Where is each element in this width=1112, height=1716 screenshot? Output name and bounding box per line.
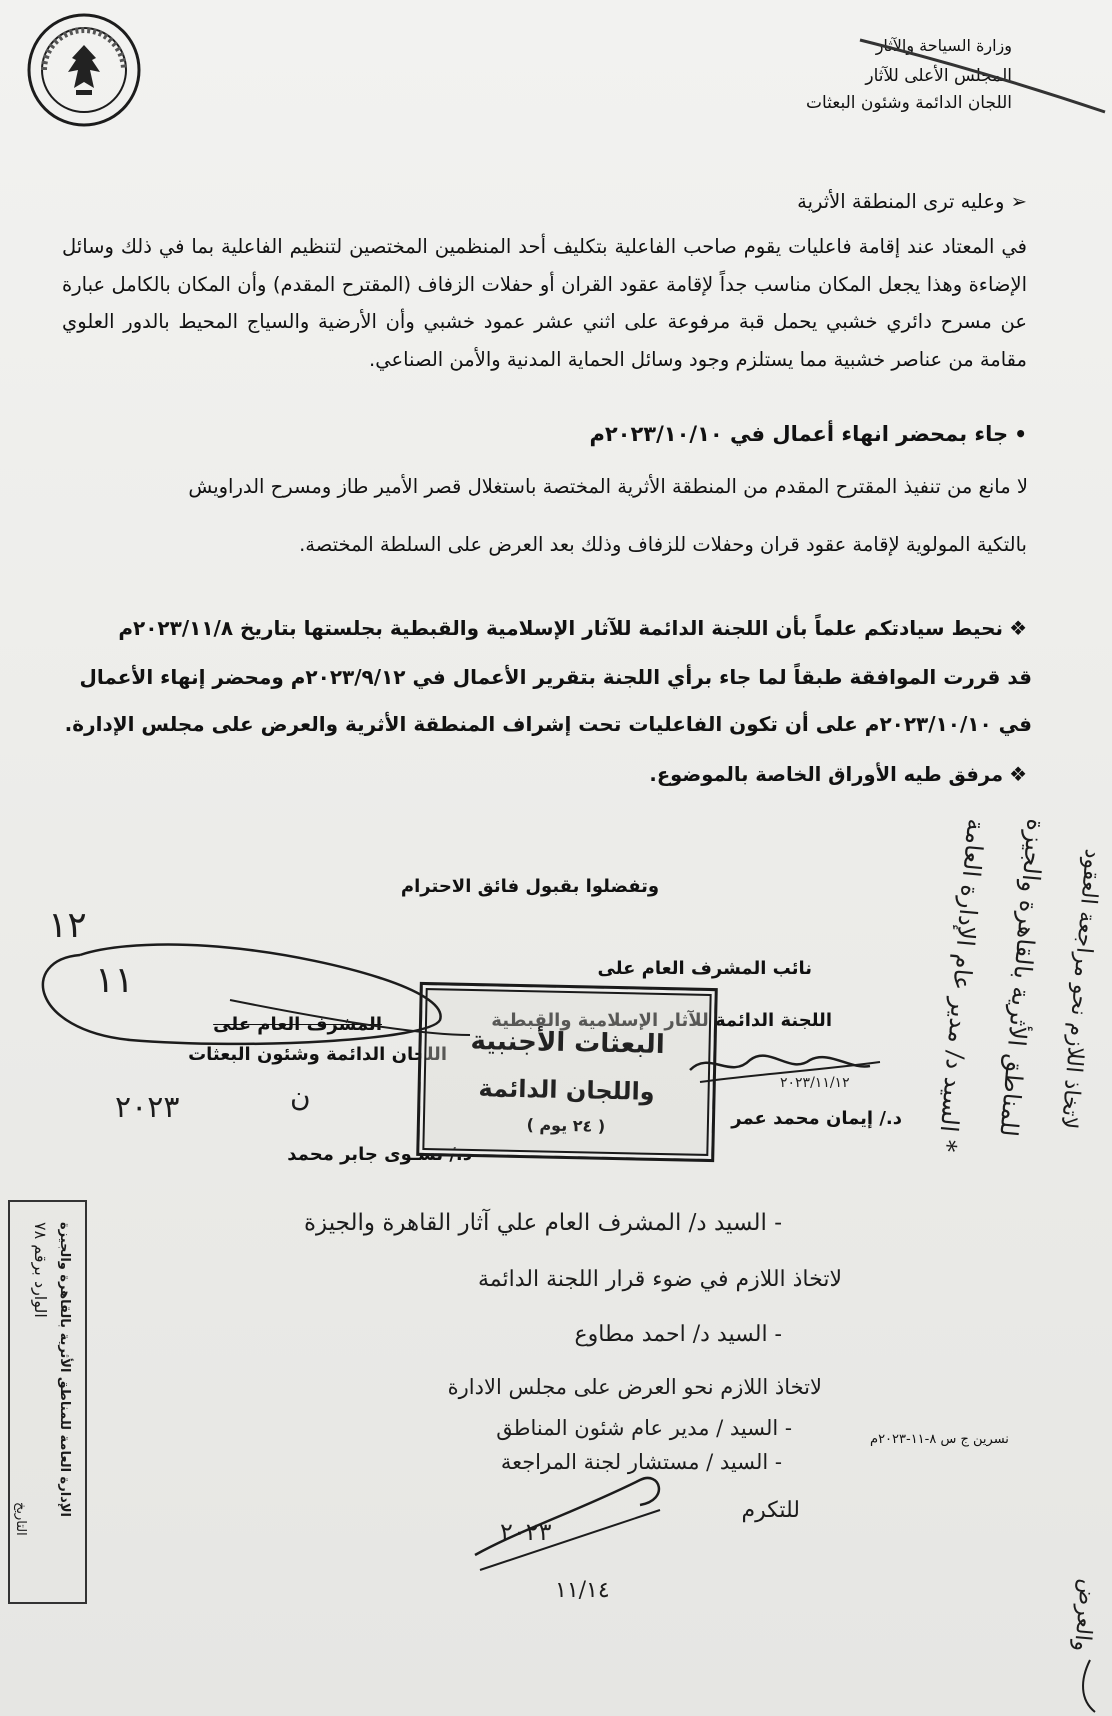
supervisor-name: د./ نشـوى جابر محمد [287,1144,472,1165]
bullet-1: •جاء بمحضر انهاء أعمال في ٢٠٢٣/١٠/١٠م [589,422,1027,446]
receipt-line-3: التاريخ [13,1502,28,1536]
receipt-line-1: الإدارة العامة للمناطق الأثرية بالقاهرة والجيزة [57,1222,72,1517]
reference-code: نسرين ج س ٨-١١-٢٠٢٣م [870,1432,1009,1447]
diamond-bullet-icon: ❖ [1009,616,1027,640]
hand-note-1: - السيد د/ المشرف العام علي آثار القاهرة والجيزة [303,1210,782,1236]
decision-line-3: في ٢٠٢٣/١٠/١٠م على أن تكون الفاعليات تحت إشراف المنطقة الأثرية والعرض على مجلس الإدارة. [64,712,1032,736]
attachment-line: ❖مرفق طيه الأوراق الخاصة بالموضوع. [649,762,1027,786]
deputy-title: نائب المشرف العام على [597,958,812,979]
supervisor-title: المشرف العام على [213,1014,382,1035]
hand-year: ٢٠٢٣ [115,1090,180,1125]
hand-signature-date: ٢٠٢٣/١١/١٢ [780,1075,850,1091]
receipt-box [8,1200,87,1604]
intro-line: ➢ وعليه ترى المنطقة الأثرية [797,190,1027,213]
header-council: المجلس الأعلى للآثار [865,66,1012,86]
supervisor-committee: اللجان الدائمة وشئون البعثات [188,1044,447,1065]
paragraph-1: في المعتاد عند إقامة فاعليات يقوم صاحب الفاعلية بتكليف أحد المنظمين المختصين لتنظيم الفاعلية بما في ذلك وسائل الإضاءة وهذا يجعل المكان مناسب جداً لإقامة عقود القران أو حفلات الزفاف (المقترح المقدم) وأن المكان بالكامل عبارة عن مسرح دائري خشبي يحمل قبة مرفوعة على اثني عشر عمود خشبي وأن الأرضية والسياج المحيط بالدور العلوي مقامة من عناصر خشبية مما يستلزم وجود وسائل الحماية المدنية والأمن الصناعي. [62,235,1027,371]
header-ministry: وزارة السياحة والآثار [875,36,1012,55]
hand-note-5: - السيد / مدير عام شئون المناطق [496,1416,792,1440]
diamond-bullet-icon: ❖ [1009,762,1027,786]
hand-note-2: لاتخاذ اللازم في ضوء قرار اللجنة الدائمة [478,1267,842,1292]
hand-note-3: - السيد د/ احمد مطاوع [574,1322,782,1347]
arrow-icon: ➢ [1004,190,1027,213]
decision-line-1: ❖نحيط سيادتكم علماً بأن اللجنة الدائمة للآثار الإسلامية والقبطية بجلستها بتاريخ ٢٠٢٣/١١/٨م [118,616,1027,640]
paragraph-2-line-2: بالتكية المولوية لإقامة عقود قران وحفلات للزفاف وذلك بعد العرض على السلطة المختصة. [299,533,1027,556]
deputy-committee: اللجنة الدائمة للآثار الإسلامية والقبطية [491,1010,832,1031]
deputy-name: د./ إيمان محمد عمر [731,1108,902,1129]
hand-note-8: ٢٠٢٣ [500,1518,552,1546]
closing-line: وتفضلوا بقبول فائق الاحترام [400,876,660,897]
stamp-line-2: واللجان الدائمة [478,1074,655,1106]
hand-note-7: للتكرم [741,1498,800,1523]
hand-number-12: ١٢ [48,905,87,946]
bullet-icon: • [1014,422,1027,446]
hand-note-6: - السيد / مستشار لجنة المراجعة [500,1450,782,1474]
decision-line-2: قد قررت الموافقة طبقاً لما جاء برأي اللجنة بتقرير الأعمال في ٢٠٢٣/٩/١٢م ومحضر إنهاء الأعمال [79,665,1032,689]
margin-note-line-3: لاتخاذ اللازم نحو مراجعة العقود [1055,847,1105,1130]
hand-note-9: ١١/١٤ [555,1578,610,1603]
stamp-line-1: البعثات الأجنبية [470,1025,665,1061]
hand-number-11: ١١ [95,960,134,1001]
margin-note-line-4: والعرض [1068,1577,1100,1653]
hand-mark: ن [290,1080,311,1113]
stamp-line-3: ( ٢٤ يوم ) [526,1115,606,1136]
receipt-line-2: الوارد برقم ٧٨ [31,1222,50,1318]
paragraph-2-line-1: لا مانع من تنفيذ المقترح المقدم من المنطقة الأثرية المختصة باستغلال قصر الأمير طاز ومسرح الدراويش [188,475,1028,498]
hand-note-4: لاتخاذ اللازم نحو العرض على مجلس الادارة [447,1375,822,1399]
margin-note-line-2: للمناطق الأثرية بالقاهرة والجيزة [994,817,1050,1138]
margin-note-line-1: * السيد د/ مدير عام الإدارة العامة [932,817,990,1153]
header-committees: اللجان الدائمة وشئون البعثات [805,93,1012,113]
